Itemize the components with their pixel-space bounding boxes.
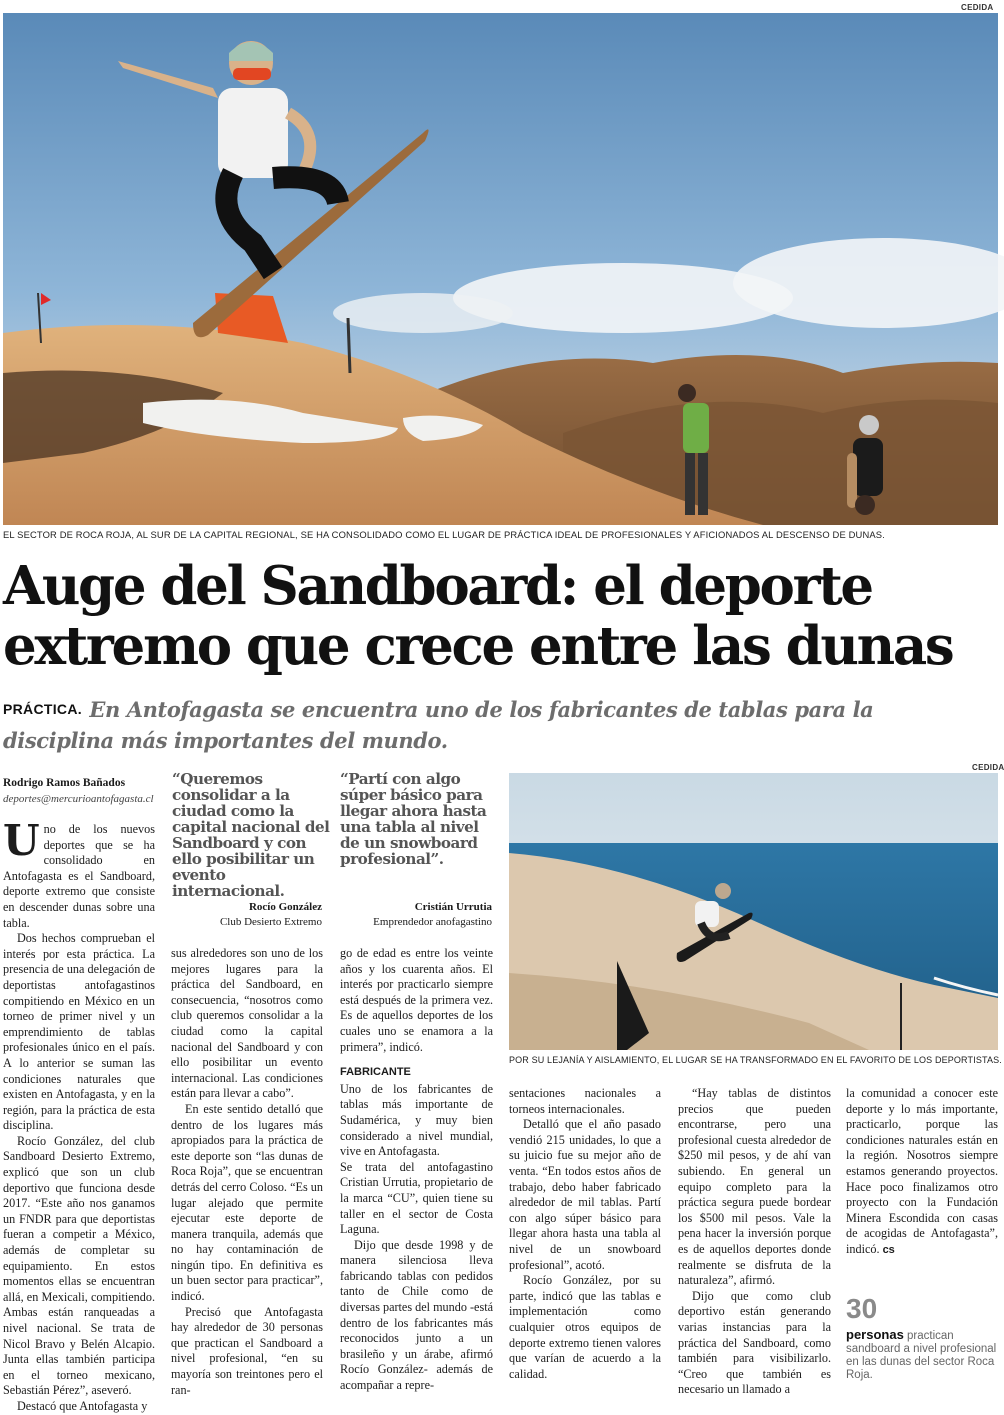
photo-caption-right: POR SU LEJANÍA Y AISLAMIENTO, EL LUGAR SE HA TRANSFORMADO EN EL FAVORITO DE LOS DEPORTISTAS. [509,1055,1002,1065]
byline-author: Rodrigo Ramos Bañados [3,777,126,789]
paragraph: Dijo que desde 1998 y de manera silenciosa lleva fabricando tablas con pedidos tanto de Chile como de diversas partes del mundo -está dentro de los fabricantes más reconocidos junto a un brasileño y un árabe, afirmó Rocío González- además de acompañar a repre- [340,1237,493,1393]
pull-quote-2-role: Emprendedor anofagastino [373,916,492,928]
deck-text: En Antofagasta se encuentra uno de los fabricantes de tablas para la disciplina más importantes del mundo. [3,697,874,753]
article-column-4 [509,1086,661,1382]
kicker [3,694,988,756]
end-mark-icon: cs [882,1243,895,1256]
stat-description [846,1328,998,1382]
paragraph: Dijo que como club deportivo están generando varias instancias para la práctica del Sandboard, como también para visibilizarlo. “Creo que también es necesario un llamado a [678,1288,831,1397]
paragraph: Uno de los fabricantes de tablas más importante de Sudamérica, y muy bien considerado a nivel mundial, vive en Antofagasta. [340,1081,493,1159]
article-column-1 [3,816,155,1415]
paragraph: no de los nuevos deportes que se ha consolidado en Antofagasta es el Sandboard, deporte extremo que consiste en descender dunas sobre una tabla. [3,822,155,930]
pull-quote-2: “Partí con algo súper básico para llegar ahora hasta una tabla al nivel de un snowboard profesional”. [340,770,487,868]
paragraph: “Hay tablas de distintos precios que pueden encontrarse, pero una profesional cuesta alrededor de $250 mil pesos, y de ahí van subiendo. En general un equipo completo para la práctica segura puede bordear los $500 mil pesos. Vale la pena hacer la inversión porque es de aquellos deportes donde realmente se disfruta de la naturaleza”, afirmó. [678,1086,831,1288]
article-column-3 [340,946,493,1394]
section-tag: PRÁCTICA. [3,701,82,717]
paragraph: go de edad es entre los veinte años y los cuarenta años. El interés por practicarlo siempre está después de la primera vez. Es de aquellos deportes de los cuales uno se enamora a la primera”, indicó. [340,946,493,1054]
paragraph: Detalló que el año pasado vendió 215 unidades, lo que a su juicio fue su mejor año de venta. “En todos estos años de trabajo, debo haber fabricado alrededor de mil tablas. Partí con algo súper básico para llegar ahora hasta una tabla al nivel de un snowboard profesional”, acotó. [509,1117,661,1272]
pull-quote-2-name: Cristián Urrutia [414,901,492,913]
pull-quote-1: “Queremos consolidar a la ciudad como la capital nacional del Sandboard y con ello posibilitar un evento internacional. [172,770,330,900]
pull-quote-1-name: Rocío González [248,901,322,913]
paragraph: Precisó que Antofagasta hay alrededor de 30 personas que practican el Sandboard a nivel profesional, “en su mayoría son treintones pero el ran- [171,1304,323,1397]
stat-unit: personas [846,1327,904,1342]
paragraph: Dos hechos comprueban el interés por esta práctica. La presencia de una delegación de deportistas antofagastinos compitiendo en México en un torneo de primer nivel y un emprendimiento de tablas profesionales único en el país. A lo anterior se suman las condiciones naturales que existen en Antofagasta, y en la región, para la práctica de esta disciplina. [3,931,155,1133]
paragraph: sus alrededores son uno de los mejores lugares para la práctica del Sandboard, en consecuencia, “nosotros como club queremos consolidar a la ciudad como la capital nacional del Sandboard y con ello posibilitar un evento internacional. Las condiciones están para llevar a cabo”. [171,946,323,1101]
paragraph: En este sentido detalló que dentro de los lugares más apropiados para la práctica de este deporte son “las dunas de Roca Roja”, que se encuentran detrás del cerro Coloso. “Es un lugar alejado que permite ejecutar este deporte de manera tranquila, además que no hay contaminación de ningún tipo. En definitiva es un buen sector para practicar”, indicó. [171,1101,323,1304]
drop-cap: U [3,816,40,865]
headline-line-2: extremo que crece entre las dunas [3,615,953,677]
headline-line-1: Auge del Sandboard: el deporte [3,555,872,617]
coastal-dune-photo [509,773,998,1050]
paragraph: Destacó que Antofagasta y [17,1398,148,1413]
paragraph [846,1086,998,1259]
photo-credit-top: CEDIDA [961,3,994,12]
paragraph: sentaciones nacionales a torneos internacionales. [509,1086,661,1116]
pull-quote-1-role: Club Desierto Extremo [219,916,322,928]
article-column-2 [171,946,323,1398]
paragraph: Se trata del antofagastino Cristian Urrutia, propietario de la marca “CU”, quien tiene su taller en el sector de Costa Laguna. [340,1159,493,1237]
sandboard-jump-photo [3,13,998,525]
photo-credit-right: CEDIDA [972,763,1004,772]
article-column-6 [846,1086,998,1259]
stat-number: 30 [846,1293,878,1324]
paragraph: Rocío González, por su parte, indicó que las tablas e implementación como cualquier otros equipos de deporte extremo tienen valores que varían de acuerdo a la calidad. [509,1273,661,1381]
photo-caption-top: EL SECTOR DE ROCA ROJA, AL SUR DE LA CAPITAL REGIONAL, SE HA CONSOLIDADO COMO EL LUGAR DE PRÁCTICA IDEAL DE PROFESIONALES Y AFICIONADOS AL DESCENSO DE DUNAS. [3,529,885,540]
paragraph-text: la comunidad a conocer este deporte y lo más importante, practicarlo, porque las condiciones naturales están en la región. Nosotros siempre estamos generando proyectos. Hace poco finalizamos otro proyecto con la Fundación Minera Escondida con casas de acogidas de Antofagasta”, indicó. [846,1086,998,1256]
byline-email[interactable]: deportes@mercurioantofagasta.cl [3,793,154,805]
paragraph: Rocío González, del club Sandboard Desierto Extremo, explicó que son un club deportivo que funciona desde 2017. “Este año nos ganamos un FNDR para que deportistas fueran a competir a México, además de completar su equipamiento. En estos momentos ellas se encuentran allá, en Mexicali, compitiendo. Ambas están ranqueadas a nivel nacional. Se trata de Nicol Bravo y Belén Alcapio. Junta ellas también participa en el torneo mexicano, Sebastián Pérez”, aseveró. [3,1133,155,1398]
article-column-5 [678,1086,831,1398]
stat-text: practican sandboard a nivel profesional en las dunas del sector Roca Roja. [846,1330,997,1381]
subhead-fabricante: FABRICANTE [340,1066,411,1079]
headline [3,556,993,676]
